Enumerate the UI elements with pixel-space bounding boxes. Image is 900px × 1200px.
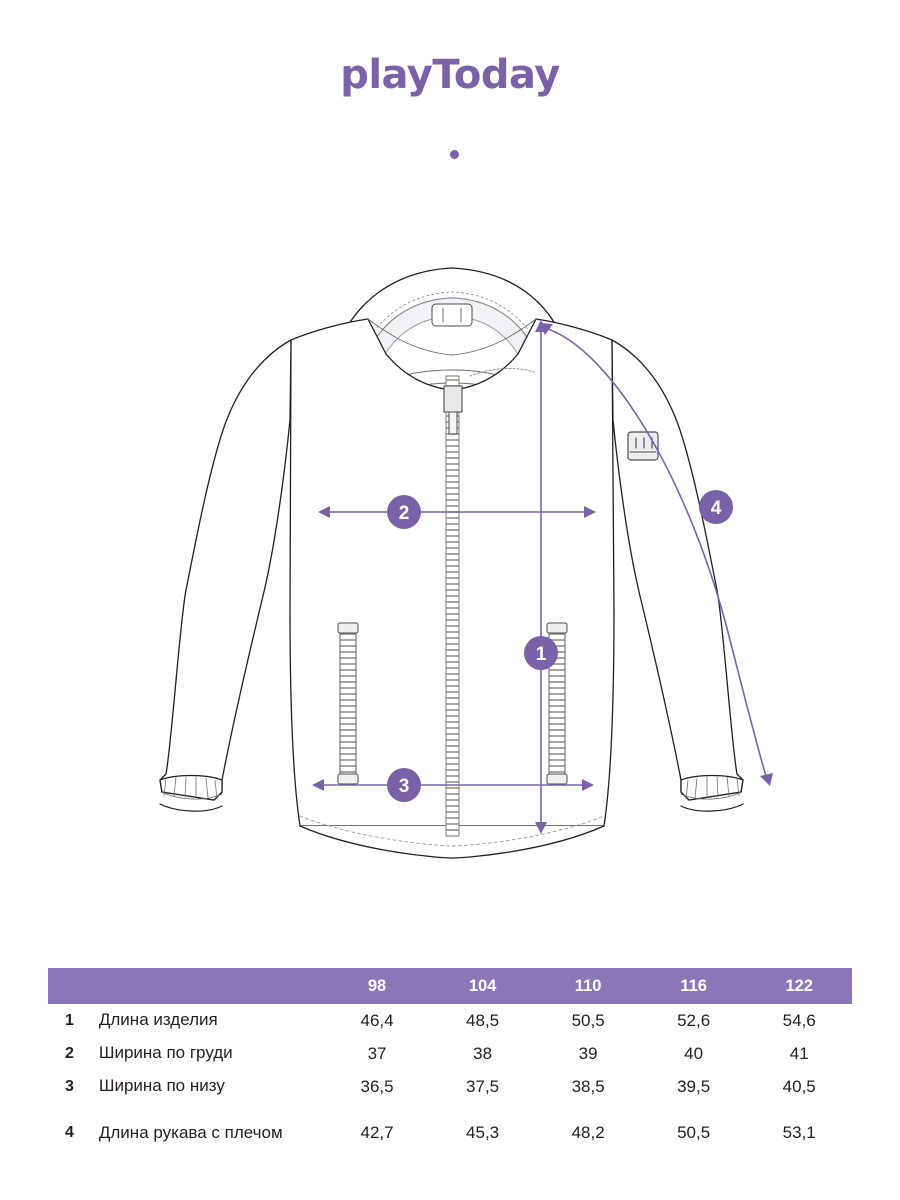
brand-name-tick: y <box>406 52 433 98</box>
row-4-value-98: 42,7 <box>360 1122 394 1142</box>
row-2-value-98: 37 <box>367 1043 387 1063</box>
table-header <box>48 968 852 1004</box>
row-1-value-98: 46,4 <box>360 1010 394 1030</box>
row-2-value-104: 38 <box>473 1043 493 1063</box>
table-body <box>48 1004 852 1162</box>
svg-text:2: 2 <box>398 503 410 524</box>
row-1-value-110: 50,5 <box>571 1010 605 1030</box>
row-4-value-110: 48,2 <box>571 1122 605 1142</box>
header-index <box>48 968 91 1004</box>
row-index-2: 2 <box>64 1044 74 1062</box>
svg-text:3: 3 <box>398 776 410 797</box>
table-row <box>48 1004 852 1037</box>
row-3-value-116: 39,5 <box>677 1076 711 1096</box>
row-1-value-104: 48,5 <box>466 1010 500 1030</box>
table-row <box>48 1037 852 1070</box>
brand-name-part1: pla <box>340 52 407 98</box>
row-2-value-110: 39 <box>578 1043 598 1063</box>
brand-logo <box>0 52 900 98</box>
header-size-98: 98 <box>324 968 430 1004</box>
row-1-value-122: 54,6 <box>782 1010 816 1030</box>
jacket-technical-drawing <box>0 180 900 900</box>
header-size-116: 116 <box>641 968 747 1004</box>
row-label-3: Ширина по низу <box>98 1076 225 1096</box>
brand-name-part2: Today <box>432 52 560 98</box>
row-4-value-116: 50,5 <box>677 1122 711 1142</box>
row-label-4: Длина рукава с плечом <box>98 1122 283 1142</box>
table-row <box>48 1070 852 1103</box>
row-4-value-122: 53,1 <box>782 1122 816 1142</box>
row-3-value-104: 37,5 <box>466 1076 500 1096</box>
row-2-value-116: 40 <box>684 1043 704 1063</box>
row-1-value-116: 52,6 <box>677 1010 711 1030</box>
row-3-value-110: 38,5 <box>571 1076 605 1096</box>
brand-dot-icon <box>450 150 459 159</box>
svg-text:1: 1 <box>535 644 547 665</box>
row-index-1: 1 <box>64 1011 74 1029</box>
measurements-table <box>48 968 852 1162</box>
table-row <box>48 1103 852 1162</box>
row-label-2: Ширина по груди <box>98 1043 233 1063</box>
row-label-1: Длина изделия <box>98 1010 218 1030</box>
measurements-table-wrapper <box>48 968 852 1162</box>
header-size-110: 110 <box>535 968 641 1004</box>
row-3-value-122: 40,5 <box>782 1076 816 1096</box>
table-header-row <box>48 968 852 1004</box>
row-4-value-104: 45,3 <box>466 1122 500 1142</box>
svg-text:4: 4 <box>710 498 722 519</box>
row-3-value-98: 36,5 <box>360 1076 394 1096</box>
row-2-value-122: 41 <box>789 1043 809 1063</box>
row-index-3: 3 <box>64 1077 74 1095</box>
header-size-104: 104 <box>430 968 536 1004</box>
header-label <box>91 968 324 1004</box>
header-size-122: 122 <box>746 968 852 1004</box>
row-index-4: 4 <box>64 1123 74 1141</box>
